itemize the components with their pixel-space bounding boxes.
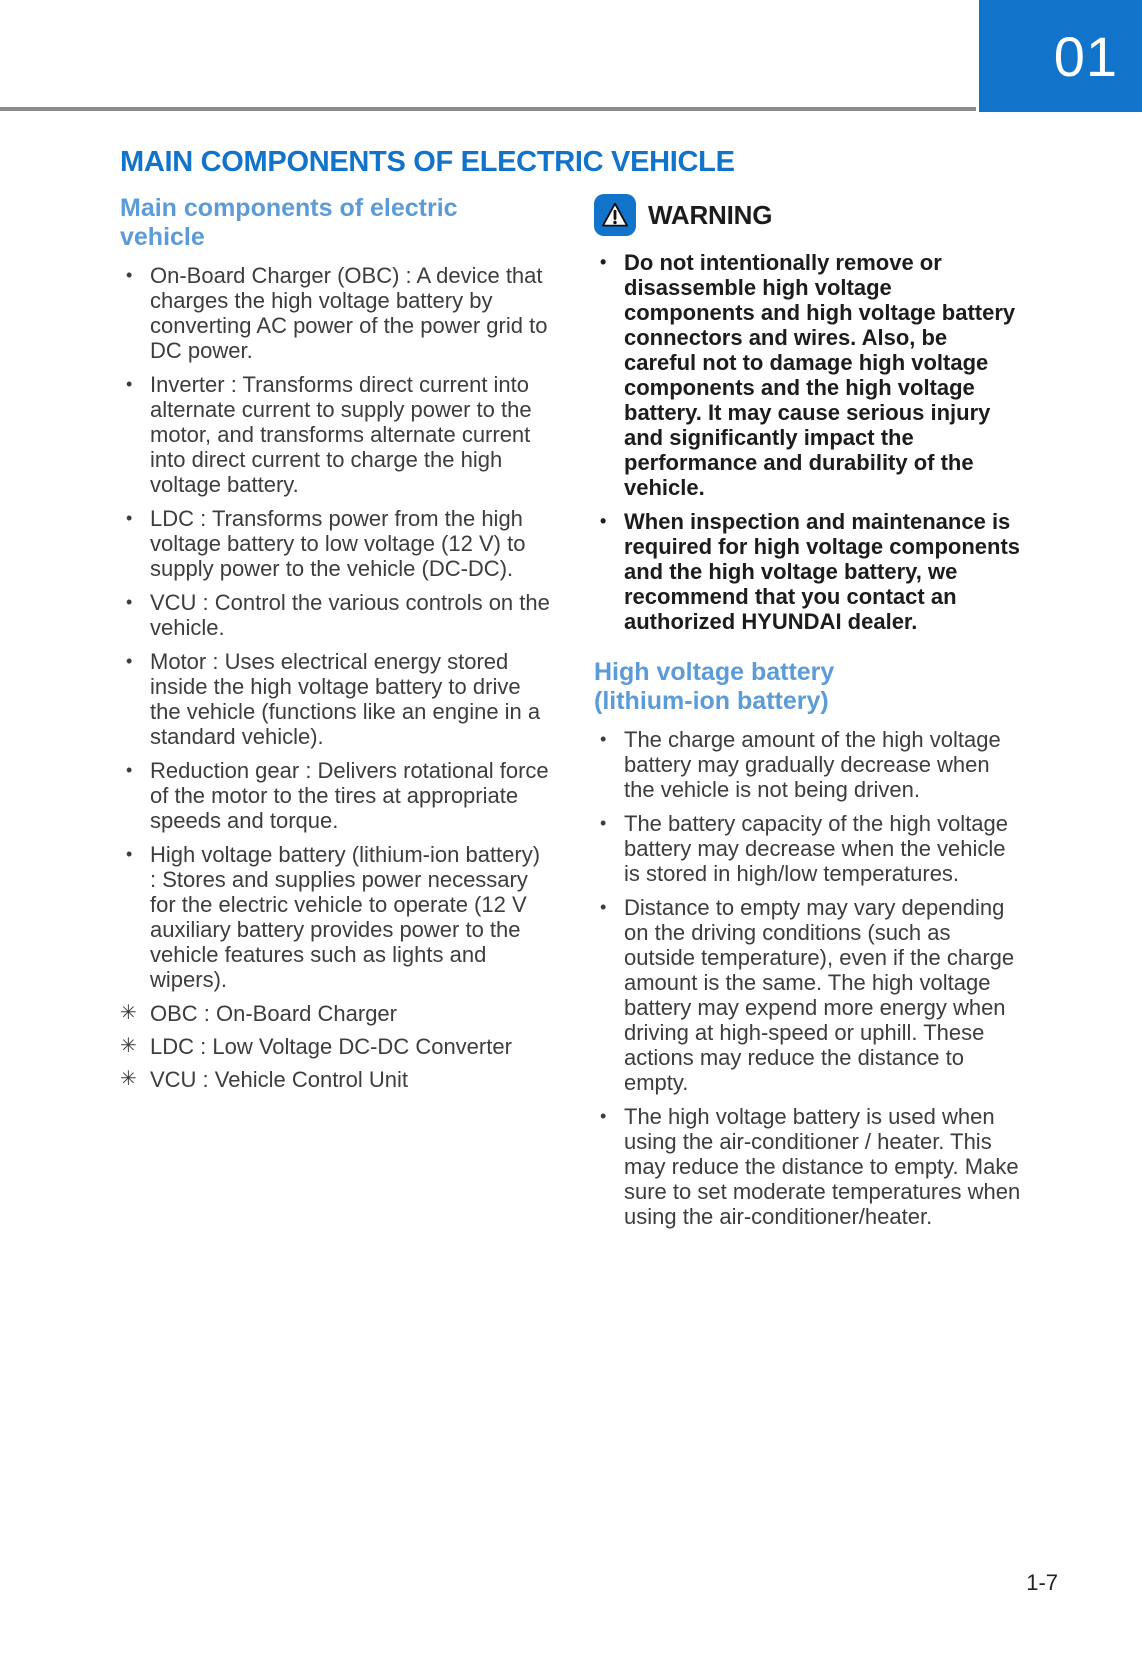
bullet-marker: • xyxy=(600,1106,607,1126)
warning-list xyxy=(594,250,1024,634)
footnote-asterisk-icon: ✳ xyxy=(120,1068,137,1090)
list-item-text: High voltage battery (lithium-ion battery) : Stores and supplies power necessary for the electric vehicle to operate (12 V auxiliary battery provides power to the vehicle features such as lights and wipers). xyxy=(150,842,541,992)
bullet-marker: • xyxy=(126,760,133,780)
bullet-marker: • xyxy=(126,592,133,612)
list-item-text: Inverter : Transforms direct current into alternate current to supply power to the motor, and transforms alternate current into direct current to charge the high voltage battery. xyxy=(150,372,532,497)
list-item xyxy=(120,506,550,581)
list-item-text: The charge amount of the high voltage battery may gradually decrease when the vehicle is not being driven. xyxy=(624,727,1001,802)
bullet-marker: • xyxy=(126,265,133,285)
bullet-marker: • xyxy=(600,252,607,272)
list-item-text: VCU : Control the various controls on the vehicle. xyxy=(150,590,550,640)
list-item-text: Reduction gear : Delivers rotational force of the motor to the tires at appropriate speeds and torque. xyxy=(150,758,549,833)
bullet-marker: • xyxy=(126,844,133,864)
main-components-list xyxy=(120,263,550,992)
bullet-marker: • xyxy=(126,374,133,394)
list-item-text: When inspection and maintenance is required for high voltage components and the high voltage battery, we recommend that you contact an authorized HYUNDAI dealer. xyxy=(624,509,1021,634)
footnote-text: LDC : Low Voltage DC-DC Converter xyxy=(150,1034,512,1059)
footnote-text: OBC : On-Board Charger xyxy=(150,1001,397,1026)
footnote-asterisk-icon: ✳ xyxy=(120,1035,137,1057)
bullet-marker: • xyxy=(126,508,133,528)
footnote-row xyxy=(120,1001,550,1026)
list-item-text: Motor : Uses electrical energy stored inside the high voltage battery to drive the vehicle (functions like an engine in a standard vehicle). xyxy=(150,649,541,749)
footnote-row xyxy=(120,1034,550,1059)
list-item xyxy=(594,727,1024,802)
list-item xyxy=(120,372,550,497)
warning-triangle-icon xyxy=(594,194,636,236)
chapter-number: 01 xyxy=(1053,24,1118,88)
section-heading-high-voltage-battery: High voltage battery (lithium-ion battery) xyxy=(594,658,835,715)
right-column xyxy=(594,194,1024,1238)
list-item-text: Distance to empty may vary depending on the driving conditions (such as outside temperature), even if the charge amount is the same. The high voltage battery may expend more energy when driving at high-speed or uphill. These actions may reduce the distance to empty. xyxy=(624,895,1015,1095)
bullet-marker: • xyxy=(600,729,607,749)
abbreviation-footnotes xyxy=(120,1001,550,1092)
page-number: 1-7 xyxy=(1026,1570,1058,1595)
bullet-marker: • xyxy=(600,897,607,917)
bullet-marker: • xyxy=(600,511,607,531)
list-item xyxy=(120,649,550,749)
list-item-text: LDC : Transforms power from the high voltage battery to low voltage (12 V) to supply power to the vehicle (DC-DC). xyxy=(150,506,526,581)
footnote-text: VCU : Vehicle Control Unit xyxy=(150,1067,408,1092)
warning-header xyxy=(594,194,1024,236)
header-divider xyxy=(0,107,976,111)
list-item xyxy=(120,842,550,992)
bullet-marker: • xyxy=(126,651,133,671)
list-item xyxy=(594,811,1024,886)
bullet-marker: • xyxy=(600,813,607,833)
list-item xyxy=(120,590,550,640)
list-item-text: The battery capacity of the high voltage battery may decrease when the vehicle is stored in high/low temperatures. xyxy=(624,811,1009,886)
two-column-layout xyxy=(120,194,1025,1238)
list-item xyxy=(594,250,1024,500)
list-item xyxy=(594,509,1024,634)
section-heading-main-components: Main components of electric vehicle xyxy=(120,194,458,251)
page-content xyxy=(120,146,1025,1238)
left-column xyxy=(120,194,550,1100)
list-item xyxy=(120,758,550,833)
list-item-text: On-Board Charger (OBC) : A device that charges the high voltage battery by converting AC power of the power grid to DC power. xyxy=(150,263,548,363)
list-item xyxy=(120,263,550,363)
list-item-text: Do not intentionally remove or disassemble high voltage components and high voltage battery connectors and wires. Also, be careful not to damage high voltage components and the high voltage battery. It may cause serious injury and significantly impact the performance and durability of the vehicle. xyxy=(624,250,1016,500)
footnote-asterisk-icon: ✳ xyxy=(120,1002,137,1024)
footnote-row xyxy=(120,1067,550,1092)
page-title: MAIN COMPONENTS OF ELECTRIC VEHICLE xyxy=(120,146,735,178)
list-item-text: The high voltage battery is used when using the air-conditioner / heater. This may reduce the distance to empty. Make sure to set moderate temperatures when using the air-conditioner/heater. xyxy=(624,1104,1021,1229)
list-item xyxy=(594,1104,1024,1229)
warning-label: WARNING xyxy=(648,199,773,230)
list-item xyxy=(594,895,1024,1095)
chapter-badge xyxy=(979,0,1142,112)
battery-info-list xyxy=(594,727,1024,1229)
